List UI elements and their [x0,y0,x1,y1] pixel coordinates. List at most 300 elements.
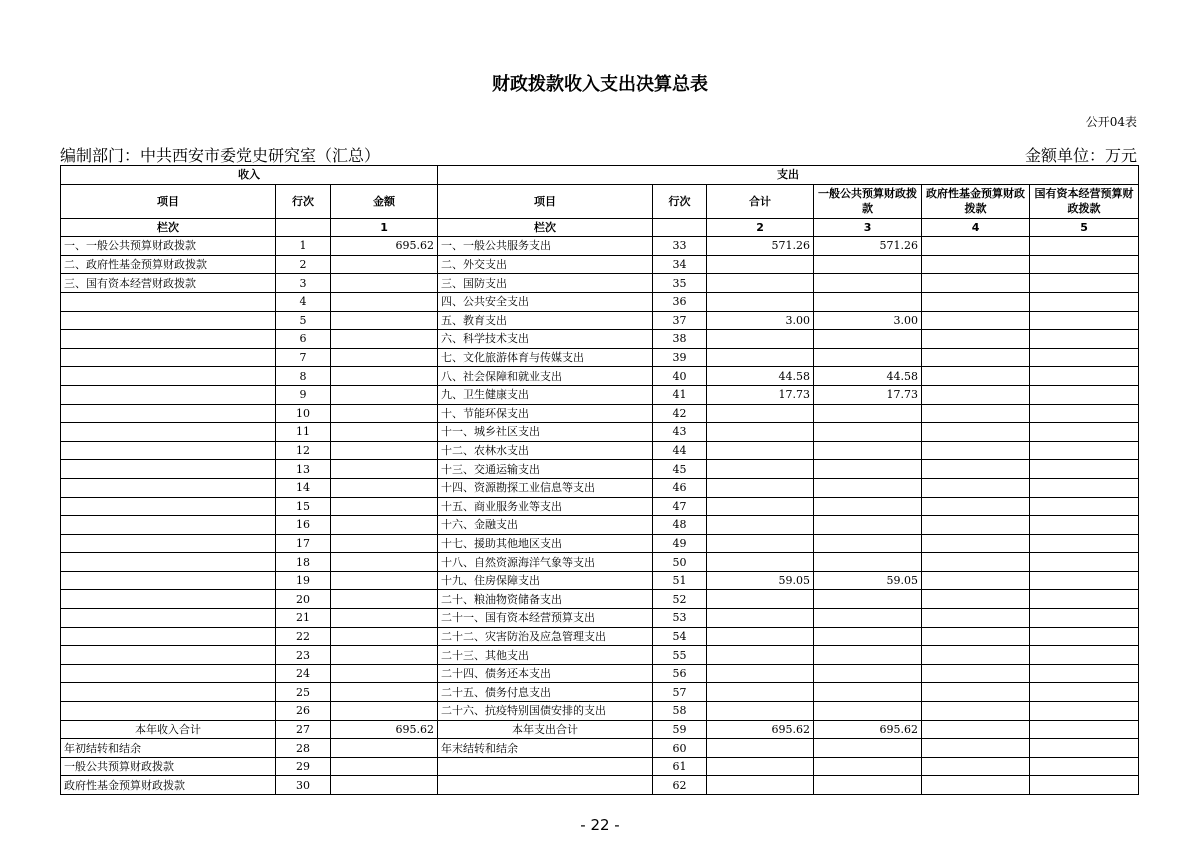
income-item-cell: 二、政府性基金预算财政拨款 [61,255,276,274]
income-line-cell: 11 [276,423,331,442]
income-amount-cell [331,646,438,665]
state-capital-cell [1030,292,1139,311]
expense-item-cell: 五、教育支出 [438,311,653,330]
general-budget-cell [814,664,922,683]
table-row [61,311,1139,330]
column-index-4: 4 [922,218,1030,237]
form-number: 公开04表 [1085,115,1137,129]
expense-total-cell [707,423,814,442]
table-row [61,553,1139,572]
income-item-cell [61,683,276,702]
state-capital-cell [1030,720,1139,739]
income-amount-cell [331,385,438,404]
fiscal-allocation-table [60,165,1139,795]
general-budget-cell [814,609,922,628]
income-item-cell [61,348,276,367]
expense-line-cell: 51 [653,571,707,590]
page-title: 财政拨款收入支出决算总表 [492,74,708,95]
column-index-blank [276,218,331,237]
general-budget-cell [814,739,922,758]
income-item-cell [61,590,276,609]
expense-total-cell [707,292,814,311]
income-line-cell: 16 [276,516,331,535]
expense-item-cell: 二十一、国有资本经营预算支出 [438,609,653,628]
gov-fund-cell [922,255,1030,274]
expense-total-cell [707,757,814,776]
gov-fund-cell [922,739,1030,758]
expense-item-cell: 十九、住房保障支出 [438,571,653,590]
expense-item-cell: 十二、农林水支出 [438,441,653,460]
state-capital-cell [1030,460,1139,479]
expense-line-cell: 53 [653,609,707,628]
column-index-label-2: 栏次 [438,218,653,237]
general-budget-cell: 571.26 [814,237,922,256]
expense-line-cell: 45 [653,460,707,479]
expense-total-cell: 44.58 [707,367,814,386]
gov-fund-cell [922,702,1030,721]
state-capital-cell [1030,627,1139,646]
state-capital-cell [1030,237,1139,256]
income-item-cell: 一般公共预算财政拨款 [61,757,276,776]
table-row [61,776,1139,795]
income-amount-cell [331,497,438,516]
expense-line-cell: 41 [653,385,707,404]
column-index-1: 1 [331,218,438,237]
expense-total-cell [707,609,814,628]
state-capital-cell [1030,348,1139,367]
expense-line-cell: 35 [653,274,707,293]
income-amount-cell [331,292,438,311]
table-row [61,739,1139,758]
income-amount-cell: 695.62 [331,237,438,256]
expense-total-cell [707,590,814,609]
income-amount-cell [331,423,438,442]
state-capital-cell [1030,702,1139,721]
amount-unit: 金额单位：万元 [1024,146,1137,165]
income-line-cell: 27 [276,720,331,739]
income-line-header: 行次 [276,184,331,218]
state-capital-cell [1030,553,1139,572]
income-item-cell [61,497,276,516]
expense-line-cell: 58 [653,702,707,721]
page-number: - 22 - [580,816,620,834]
state-capital-cell [1030,739,1139,758]
income-amount-cell [331,757,438,776]
table-row [61,460,1139,479]
general-budget-cell [814,441,922,460]
gov-fund-cell [922,571,1030,590]
general-budget-cell: 59.05 [814,571,922,590]
expense-item-cell: 十七、援助其他地区支出 [438,534,653,553]
gov-fund-cell [922,609,1030,628]
income-item-cell [61,571,276,590]
general-budget-cell [814,757,922,776]
gov-fund-cell [922,237,1030,256]
expense-total-cell [707,627,814,646]
expense-item-cell: 十六、金融支出 [438,516,653,535]
expense-total-cell [707,441,814,460]
expense-total-cell: 17.73 [707,385,814,404]
expense-total-cell [707,348,814,367]
table-row [61,757,1139,776]
gov-fund-cell [922,330,1030,349]
gov-fund-cell [922,534,1030,553]
income-line-cell: 24 [276,664,331,683]
table-row [61,404,1139,423]
table-row [61,571,1139,590]
gov-fund-cell [922,757,1030,776]
column-index-blank-2 [653,218,707,237]
expense-line-cell: 59 [653,720,707,739]
state-capital-cell [1030,664,1139,683]
expense-line-cell: 62 [653,776,707,795]
state-capital-cell [1030,757,1139,776]
gov-fund-cell [922,311,1030,330]
income-amount-cell [331,609,438,628]
income-line-cell: 3 [276,274,331,293]
income-amount-cell [331,534,438,553]
expense-item-cell: 十八、自然资源海洋气象等支出 [438,553,653,572]
income-amount-cell [331,571,438,590]
income-item-cell [61,367,276,386]
table-row [61,274,1139,293]
expense-item-cell: 一、一般公共服务支出 [438,237,653,256]
income-amount-cell [331,330,438,349]
income-item-cell [61,646,276,665]
gov-fund-cell [922,367,1030,386]
table-row [61,609,1139,628]
income-line-cell: 23 [276,646,331,665]
income-amount-header: 金额 [331,184,438,218]
income-amount-cell [331,274,438,293]
expense-total-cell [707,646,814,665]
general-budget-cell [814,776,922,795]
income-item-cell [61,553,276,572]
expense-item-cell: 七、文化旅游体育与传媒支出 [438,348,653,367]
general-budget-cell [814,627,922,646]
gov-fund-cell [922,683,1030,702]
state-capital-cell [1030,330,1139,349]
income-line-cell: 18 [276,553,331,572]
gov-fund-cell [922,497,1030,516]
income-item-cell [61,311,276,330]
totals-row [61,720,1139,739]
gov-fund-cell [922,478,1030,497]
expense-total-cell: 695.62 [707,720,814,739]
income-amount-cell [331,776,438,795]
table-row [61,683,1139,702]
state-capital-cell [1030,683,1139,702]
expense-total-cell [707,553,814,572]
expense-total-cell [707,683,814,702]
income-item-cell [61,609,276,628]
general-budget-cell [814,460,922,479]
general-budget-cell: 695.62 [814,720,922,739]
expense-line-cell: 38 [653,330,707,349]
state-capital-cell [1030,367,1139,386]
gov-fund-cell [922,348,1030,367]
state-capital-cell [1030,516,1139,535]
gov-fund-cell [922,553,1030,572]
general-budget-cell [814,292,922,311]
expense-item-cell: 三、国防支出 [438,274,653,293]
gov-fund-cell [922,776,1030,795]
table-row [61,255,1139,274]
income-line-cell: 8 [276,367,331,386]
general-budget-cell: 17.73 [814,385,922,404]
income-line-cell: 28 [276,739,331,758]
expense-line-cell: 39 [653,348,707,367]
income-header: 收入 [61,166,438,185]
expense-total-cell [707,664,814,683]
expense-total-cell [707,776,814,795]
expense-item-cell: 十一、城乡社区支出 [438,423,653,442]
income-line-cell: 12 [276,441,331,460]
expense-item-header: 项目 [438,184,653,218]
expense-line-cell: 57 [653,683,707,702]
general-budget-cell [814,702,922,721]
expense-line-cell: 44 [653,441,707,460]
expense-item-cell: 二十六、抗疫特别国债安排的支出 [438,702,653,721]
income-amount-cell [331,348,438,367]
general-budget-cell [814,497,922,516]
income-item-cell [61,441,276,460]
table-row [61,664,1139,683]
income-amount-cell [331,627,438,646]
income-item-cell: 本年收入合计 [61,720,276,739]
expense-item-cell [438,776,653,795]
state-capital-header: 国有资本经营预算财政拨款 [1030,184,1139,218]
income-line-cell: 14 [276,478,331,497]
gov-fund-cell [922,404,1030,423]
income-line-cell: 20 [276,590,331,609]
gov-fund-cell [922,460,1030,479]
general-budget-cell [814,478,922,497]
income-amount-cell [331,664,438,683]
expense-total-cell: 59.05 [707,571,814,590]
state-capital-cell [1030,609,1139,628]
expense-item-cell: 十四、资源勘探工业信息等支出 [438,478,653,497]
income-line-cell: 1 [276,237,331,256]
state-capital-cell [1030,255,1139,274]
table-row [61,292,1139,311]
expense-item-cell: 年末结转和结余 [438,739,653,758]
table-row [61,478,1139,497]
state-capital-cell [1030,478,1139,497]
table-row [61,627,1139,646]
income-amount-cell [331,367,438,386]
state-capital-cell [1030,423,1139,442]
expense-total-cell [707,739,814,758]
expense-item-cell: 二十、粮油物资储备支出 [438,590,653,609]
expense-line-cell: 52 [653,590,707,609]
income-item-cell [61,292,276,311]
income-item-cell [61,534,276,553]
table-row [61,423,1139,442]
state-capital-cell [1030,385,1139,404]
general-budget-cell [814,330,922,349]
income-amount-cell: 695.62 [331,720,438,739]
income-line-cell: 6 [276,330,331,349]
expense-line-header: 行次 [653,184,707,218]
expense-item-cell: 四、公共安全支出 [438,292,653,311]
column-index-2: 2 [707,218,814,237]
expense-total-cell [707,516,814,535]
expense-line-cell: 50 [653,553,707,572]
income-line-cell: 7 [276,348,331,367]
expense-item-cell: 二、外交支出 [438,255,653,274]
general-budget-cell [814,553,922,572]
income-item-cell: 一、一般公共预算财政拨款 [61,237,276,256]
expense-line-cell: 48 [653,516,707,535]
state-capital-cell [1030,274,1139,293]
income-item-cell: 年初结转和结余 [61,739,276,758]
gov-fund-cell [922,274,1030,293]
state-capital-cell [1030,646,1139,665]
expense-total-cell [707,534,814,553]
general-budget-cell [814,683,922,702]
income-amount-cell [331,404,438,423]
income-amount-cell [331,255,438,274]
gov-fund-cell [922,720,1030,739]
expense-line-cell: 61 [653,757,707,776]
gov-fund-cell [922,590,1030,609]
expense-line-cell: 37 [653,311,707,330]
income-item-cell [61,460,276,479]
expense-total-cell [707,702,814,721]
income-amount-cell [331,516,438,535]
expense-line-cell: 60 [653,739,707,758]
table-row [61,330,1139,349]
expense-line-cell: 34 [653,255,707,274]
state-capital-cell [1030,404,1139,423]
income-line-cell: 19 [276,571,331,590]
table-body [61,237,1139,795]
income-amount-cell [331,739,438,758]
expense-line-cell: 54 [653,627,707,646]
expense-total-cell [707,497,814,516]
general-budget-cell [814,646,922,665]
income-line-cell: 2 [276,255,331,274]
income-line-cell: 26 [276,702,331,721]
expense-total-cell [707,404,814,423]
expense-line-cell: 43 [653,423,707,442]
general-budget-header: 一般公共预算财政拨款 [814,184,922,218]
expense-line-cell: 55 [653,646,707,665]
state-capital-cell [1030,441,1139,460]
income-item-cell [61,478,276,497]
state-capital-cell [1030,776,1139,795]
table-row [61,646,1139,665]
gov-fund-header: 政府性基金预算财政拨款 [922,184,1030,218]
income-line-cell: 22 [276,627,331,646]
expense-line-cell: 42 [653,404,707,423]
table-row [61,367,1139,386]
income-item-header: 项目 [61,184,276,218]
expense-item-cell: 八、社会保障和就业支出 [438,367,653,386]
gov-fund-cell [922,646,1030,665]
expense-line-cell: 47 [653,497,707,516]
gov-fund-cell [922,627,1030,646]
income-item-cell [61,702,276,721]
state-capital-cell [1030,534,1139,553]
gov-fund-cell [922,664,1030,683]
general-budget-cell: 44.58 [814,367,922,386]
expense-total-cell [707,478,814,497]
expense-total-cell: 3.00 [707,311,814,330]
general-budget-cell [814,516,922,535]
expense-item-cell: 十三、交通运输支出 [438,460,653,479]
income-line-cell: 25 [276,683,331,702]
expense-item-cell: 十、节能环保支出 [438,404,653,423]
income-line-cell: 9 [276,385,331,404]
gov-fund-cell [922,292,1030,311]
general-budget-cell [814,255,922,274]
income-item-cell [61,627,276,646]
income-amount-cell [331,683,438,702]
income-item-cell [61,423,276,442]
expense-item-cell: 二十四、债务还本支出 [438,664,653,683]
table-row [61,534,1139,553]
expense-line-cell: 49 [653,534,707,553]
income-line-cell: 30 [276,776,331,795]
income-amount-cell [331,590,438,609]
state-capital-cell [1030,590,1139,609]
income-line-cell: 5 [276,311,331,330]
expense-item-cell: 二十二、灾害防治及应急管理支出 [438,627,653,646]
income-item-cell [61,404,276,423]
state-capital-cell [1030,571,1139,590]
income-item-cell [61,330,276,349]
income-line-cell: 15 [276,497,331,516]
expense-total-cell [707,460,814,479]
income-amount-cell [331,441,438,460]
table-row [61,702,1139,721]
table-row [61,516,1139,535]
income-item-cell [61,516,276,535]
expense-total-header: 合计 [707,184,814,218]
column-index-5: 5 [1030,218,1139,237]
expense-line-cell: 40 [653,367,707,386]
income-line-cell: 10 [276,404,331,423]
expense-item-cell: 二十三、其他支出 [438,646,653,665]
compiling-department: 编制部门：中共西安市委党史研究室（汇总） [60,146,381,165]
expense-item-cell: 九、卫生健康支出 [438,385,653,404]
expense-line-cell: 33 [653,237,707,256]
income-line-cell: 17 [276,534,331,553]
expense-item-cell [438,757,653,776]
table-row [61,348,1139,367]
gov-fund-cell [922,385,1030,404]
table-row [61,590,1139,609]
expense-line-cell: 46 [653,478,707,497]
income-line-cell: 21 [276,609,331,628]
expense-item-cell: 二十五、债务付息支出 [438,683,653,702]
expense-total-cell [707,255,814,274]
income-amount-cell [331,478,438,497]
general-budget-cell: 3.00 [814,311,922,330]
column-index-3: 3 [814,218,922,237]
general-budget-cell [814,590,922,609]
income-amount-cell [331,702,438,721]
gov-fund-cell [922,441,1030,460]
expense-line-cell: 36 [653,292,707,311]
expense-total-cell [707,330,814,349]
column-index-label: 栏次 [61,218,276,237]
state-capital-cell [1030,497,1139,516]
expense-item-cell: 十五、商业服务业等支出 [438,497,653,516]
income-amount-cell [331,311,438,330]
